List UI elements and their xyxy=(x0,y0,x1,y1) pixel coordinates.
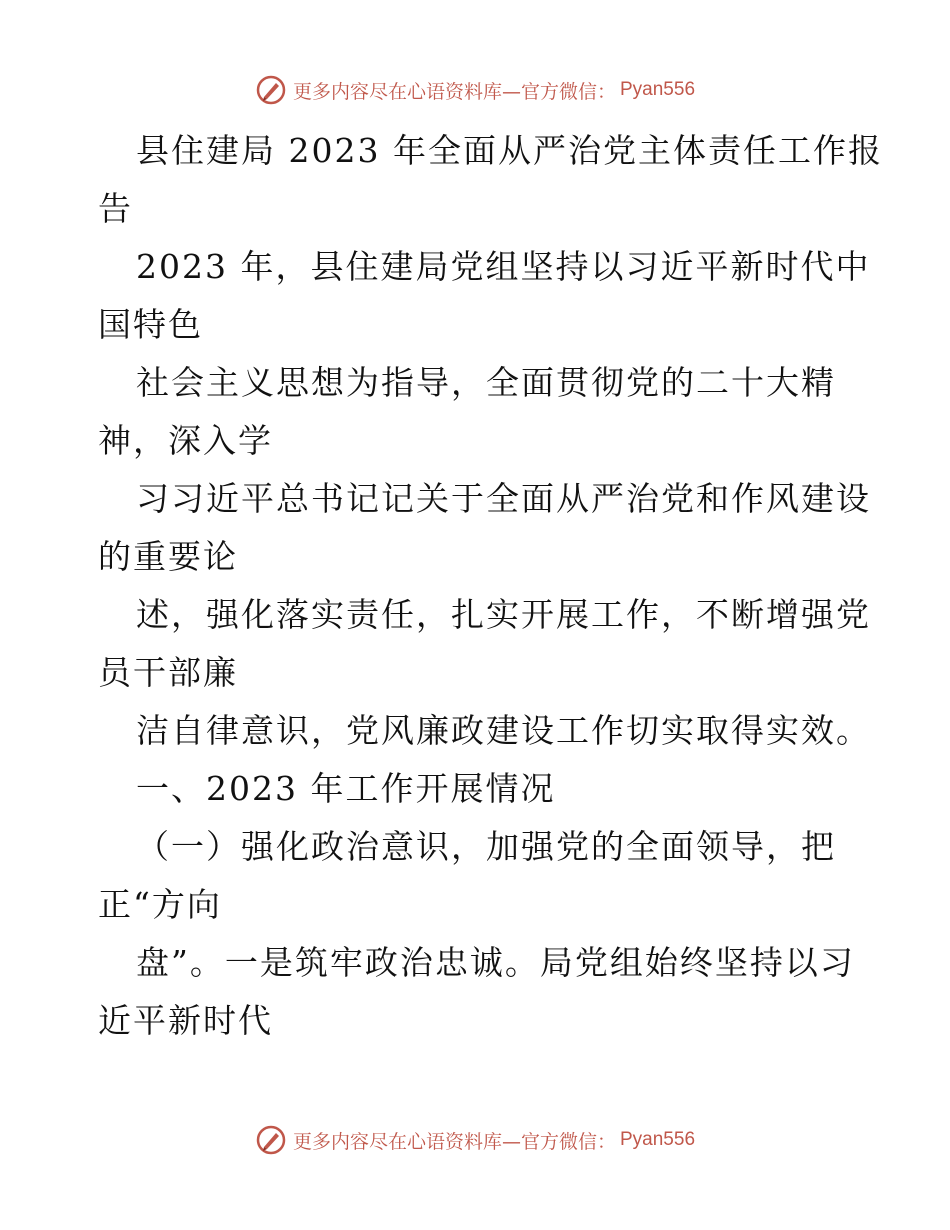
text-line: 近平新时代 xyxy=(98,1001,273,1040)
text-line: 员干部廉 xyxy=(98,653,238,692)
pen-logo-icon xyxy=(255,1124,287,1156)
watermark-id: Pyan556 xyxy=(620,1129,696,1150)
text-line: 的重要论 xyxy=(98,537,238,576)
text-line: 社会主义思想为指导，全面贯彻党的二十大精 xyxy=(136,363,836,402)
text-line: （一）强化政治意识，加强党的全面领导，把 xyxy=(136,827,836,866)
watermark-text: 更多内容尽在心语资料库—官方微信： xyxy=(292,1130,616,1153)
text-line: 神，深入学 xyxy=(98,421,273,460)
watermark-text: 更多内容尽在心语资料库—官方微信： xyxy=(292,80,616,103)
pen-logo-icon xyxy=(255,74,287,106)
header-watermark xyxy=(0,70,950,110)
footer-watermark xyxy=(0,1120,950,1160)
text-line: 述，强化落实责任，扎实开展工作，不断增强党 xyxy=(136,595,871,634)
document-body xyxy=(98,122,883,1050)
text-line: 习习近平总书记记关于全面从严治党和作风建设 xyxy=(136,479,871,518)
text-line: 盘”。一是筑牢政治忠诚。局党组始终坚持以习 xyxy=(136,943,855,982)
watermark-id: Pyan556 xyxy=(620,79,696,100)
text-line: 国特色 xyxy=(98,305,203,344)
text-line: 县住建局 2023 年全面从严治党主体责任工作报 xyxy=(136,131,883,170)
text-line: 告 xyxy=(98,189,133,228)
text-line: 洁自律意识，党风廉政建设工作切实取得实效。 xyxy=(136,711,871,750)
text-line: 正“方向 xyxy=(98,885,222,924)
text-line: 2023 年，县住建局党组坚持以习近平新时代中 xyxy=(136,247,871,286)
text-line: 一、2023 年工作开展情况 xyxy=(136,769,556,808)
